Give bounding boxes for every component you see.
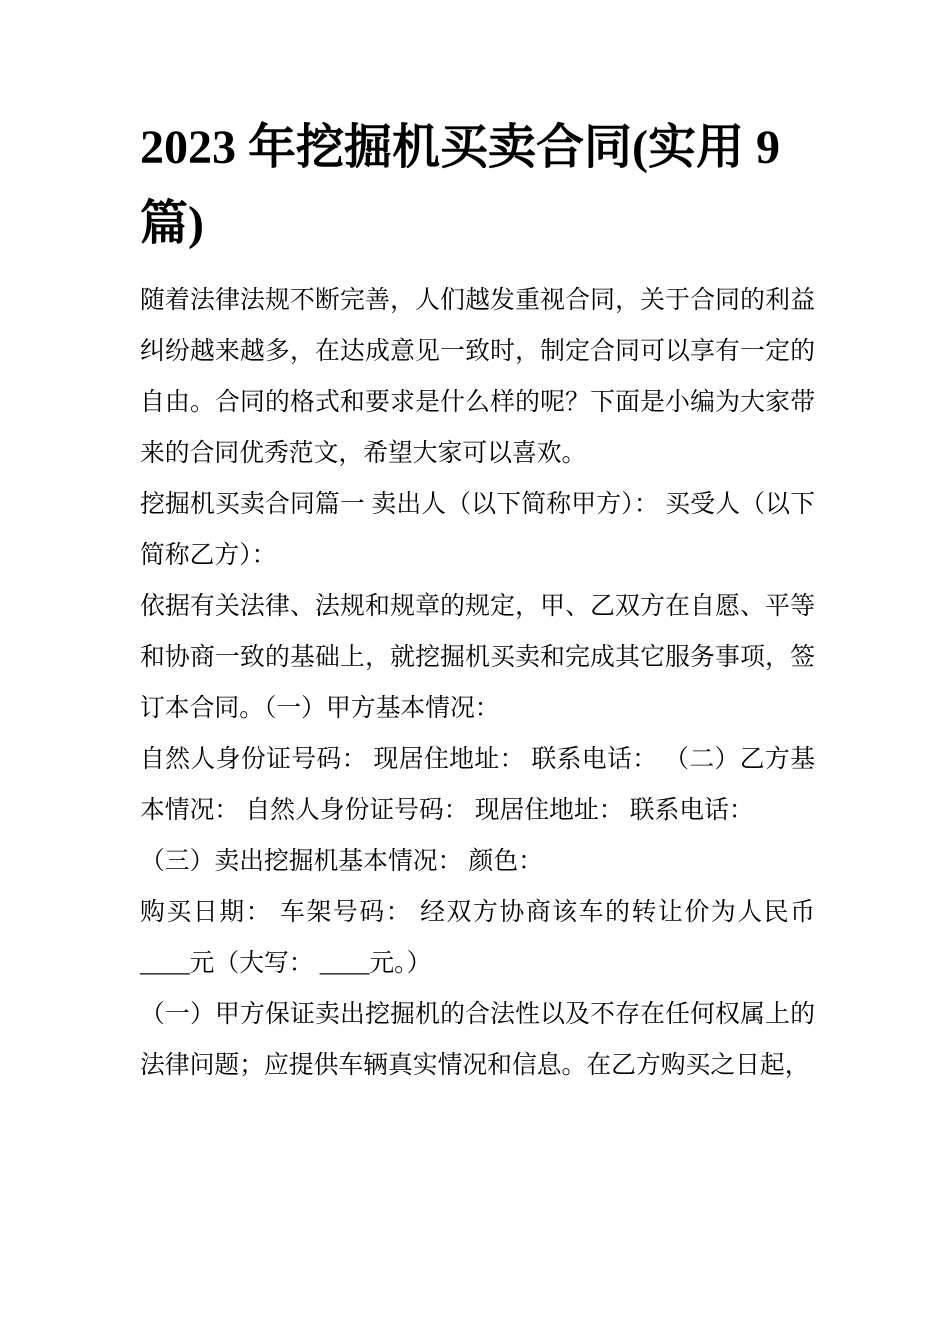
paragraph-intro: 随着法律法规不断完善，人们越发重视合同，关于合同的利益纠纷越来越多，在达成意见一致时，制定合同可以享有一定的自由。合同的格式和要求是什么样的呢？下面是小编为大家带来的合同优秀范文，希望大家可以喜欢。 [140,287,815,467]
paragraph-warranty: （一）甲方保证卖出挖掘机的合法性以及不存在任何权属上的法律问题；应提供车辆真实情况和信息。在乙方购买之日起， [140,1001,815,1079]
document-body [140,275,815,1091]
paragraph-price: 购买日期： 车架号码： 经双方协商该车的转让价为人民币____元（大写： ____元。） [140,899,815,977]
document-title: 2023 年挖掘机买卖合同(实用 9 篇) [140,121,780,250]
document-page [0,110,950,1339]
paragraph-legal-basis: 依据有关法律、法规和规章的规定，甲、乙双方在自愿、平等和协商一致的基础上，就挖掘机买卖和完成其它服务事项，签订本合同。（一）甲方基本情况： [140,593,815,722]
paragraph-excavator-info: （三）卖出挖掘机基本情况： 颜色： [140,848,543,875]
paragraph-party-details: 自然人身份证号码： 现居住地址： 联系电话： （二）乙方基本情况： 自然人身份证号码： 现居住地址： 联系电话： [140,746,815,824]
paragraph-section-heading: 挖掘机买卖合同篇一 卖出人（以下简称甲方）： 买受人（以下简称乙方）： [140,491,815,569]
